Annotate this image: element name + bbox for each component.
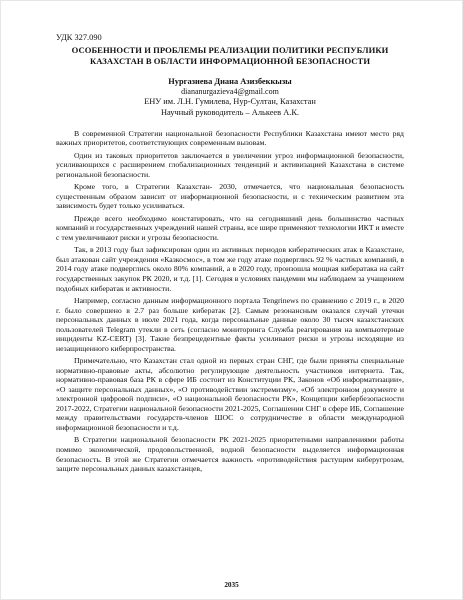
paragraph: Один из таковых приоритетов заключается в увеличении угроз информационной безопасности, усиливающихся с расширением глобализационных тенденций и активизацией Казахстана в системе региональной безопасности. [56,150,404,179]
udk-code: УДК 327.090 [56,33,102,42]
article-body [56,129,404,474]
title-line-2: КАЗАХСТАН В ОБЛАСТИ ИНФОРМАЦИОННОЙ БЕЗОПАСНОСТИ [89,55,371,66]
paragraph: Кроме того, в Стратегии Казахстан- 2030, отмечается, что национальная безопасность существенным образом зависит от информационной безопасности, и с техническим развитием эта зависимость будет только усиливаться. [56,182,404,211]
title-line-1: ОСОБЕННОСТИ И ПРОБЛЕМЫ РЕАЛИЗАЦИИ ПОЛИТИКИ РЕСПУБЛИКИ [71,45,389,55]
author-email: diananurgazieva4@gmail.com [181,87,279,97]
author-name: Нургазиева Диана Азизбеккызы [168,77,292,86]
author-affiliation: ЕНУ им. Л.Н. Гумилева, Нур-Султан, Казахстан [144,97,316,107]
paragraph: В Стратегии национальной безопасности РК 2021-2025 приоритетными направлениями работы помимо экономической, продовольственной, водной безопасности выделяется информационная безопасность. В этой же Стратегии отмечается важность «противодействия растущим киберугрозам, защите персональных данных казахстанцев, [56,435,404,474]
paragraph: Прежде всего необходимо констатировать, что на сегодняшний день большинство частных компаний и государственных учреждений нашей страны, все шире применяют технологии ИКТ и вместе с тем увеличивают риски и угрозы безопасности. [56,213,404,242]
paragraph: Так, в 2013 году был зафиксирован один из активных периодов кибератических атак в Казахстане, был атакован сайт учреждения «Казкосмос», в том же году атаке подверглись 92 % частных компаний, в 2014 году атаке подверглись около 80% компаний, а в 2020 году, произошла мощная кибератака на сайт государственных закупок РК 2020, и т.д. [1]. Сегодня в условиях пандемии мы наблюдаем за учащением подобных кибератак и активности. [56,245,404,293]
paragraph: В современной Стратегии национальной безопасности Республики Казахстана имеют место ряд важных приоритетов, соответствующих современным вызовам. [56,128,404,148]
scientific-supervisor: Научный руководитель – Алькеев А.К. [160,107,300,117]
page-number: 2035 [224,581,239,589]
paragraph: Например, согласно данным информационного портала Tengrinews по сравнению с 2019 г., в 2020 г. было совершено в 2.7 раз больше кибератак [2]. Самым резонансным оказался случай утечки персональных данных в июле 2021 года, когда персональные данные около 30 тысяч казахстанских пользователей Telegram утекли в сеть (согласно мониторинга Служба реагирования на компьютерные инциденты KZ-CERT) [3]. Такие безпрецедентные факты усиливают риски и угрозы исходящие из незащищенного киберпространства. [56,296,404,353]
article-title [56,45,404,66]
paragraph: Примечательно, что Казахстан стал одной из первых стран СНГ, где были приняты специальные нормативно-правовые акты, абсолютно регулирующие деятельность участников интернета. Так, нормативно-правовая база РК в сфере ИБ состоит из Конституции РК, Законов «Об информатизации», «О защите персональных данных», «О противодействии экстремизму», «Об электронном документе и электронной цифровой подписи», «О национальной безопасности РК», Концепции кибербезопасности 2017-2022, Стратегии национальной безопасности 2021-2025, Соглашении СНГ в сфере ИБ, Соглашение между правительствами государств-членов ШОС о сотрудничестве в области международной информационной безопасности и т.д. [56,356,404,433]
